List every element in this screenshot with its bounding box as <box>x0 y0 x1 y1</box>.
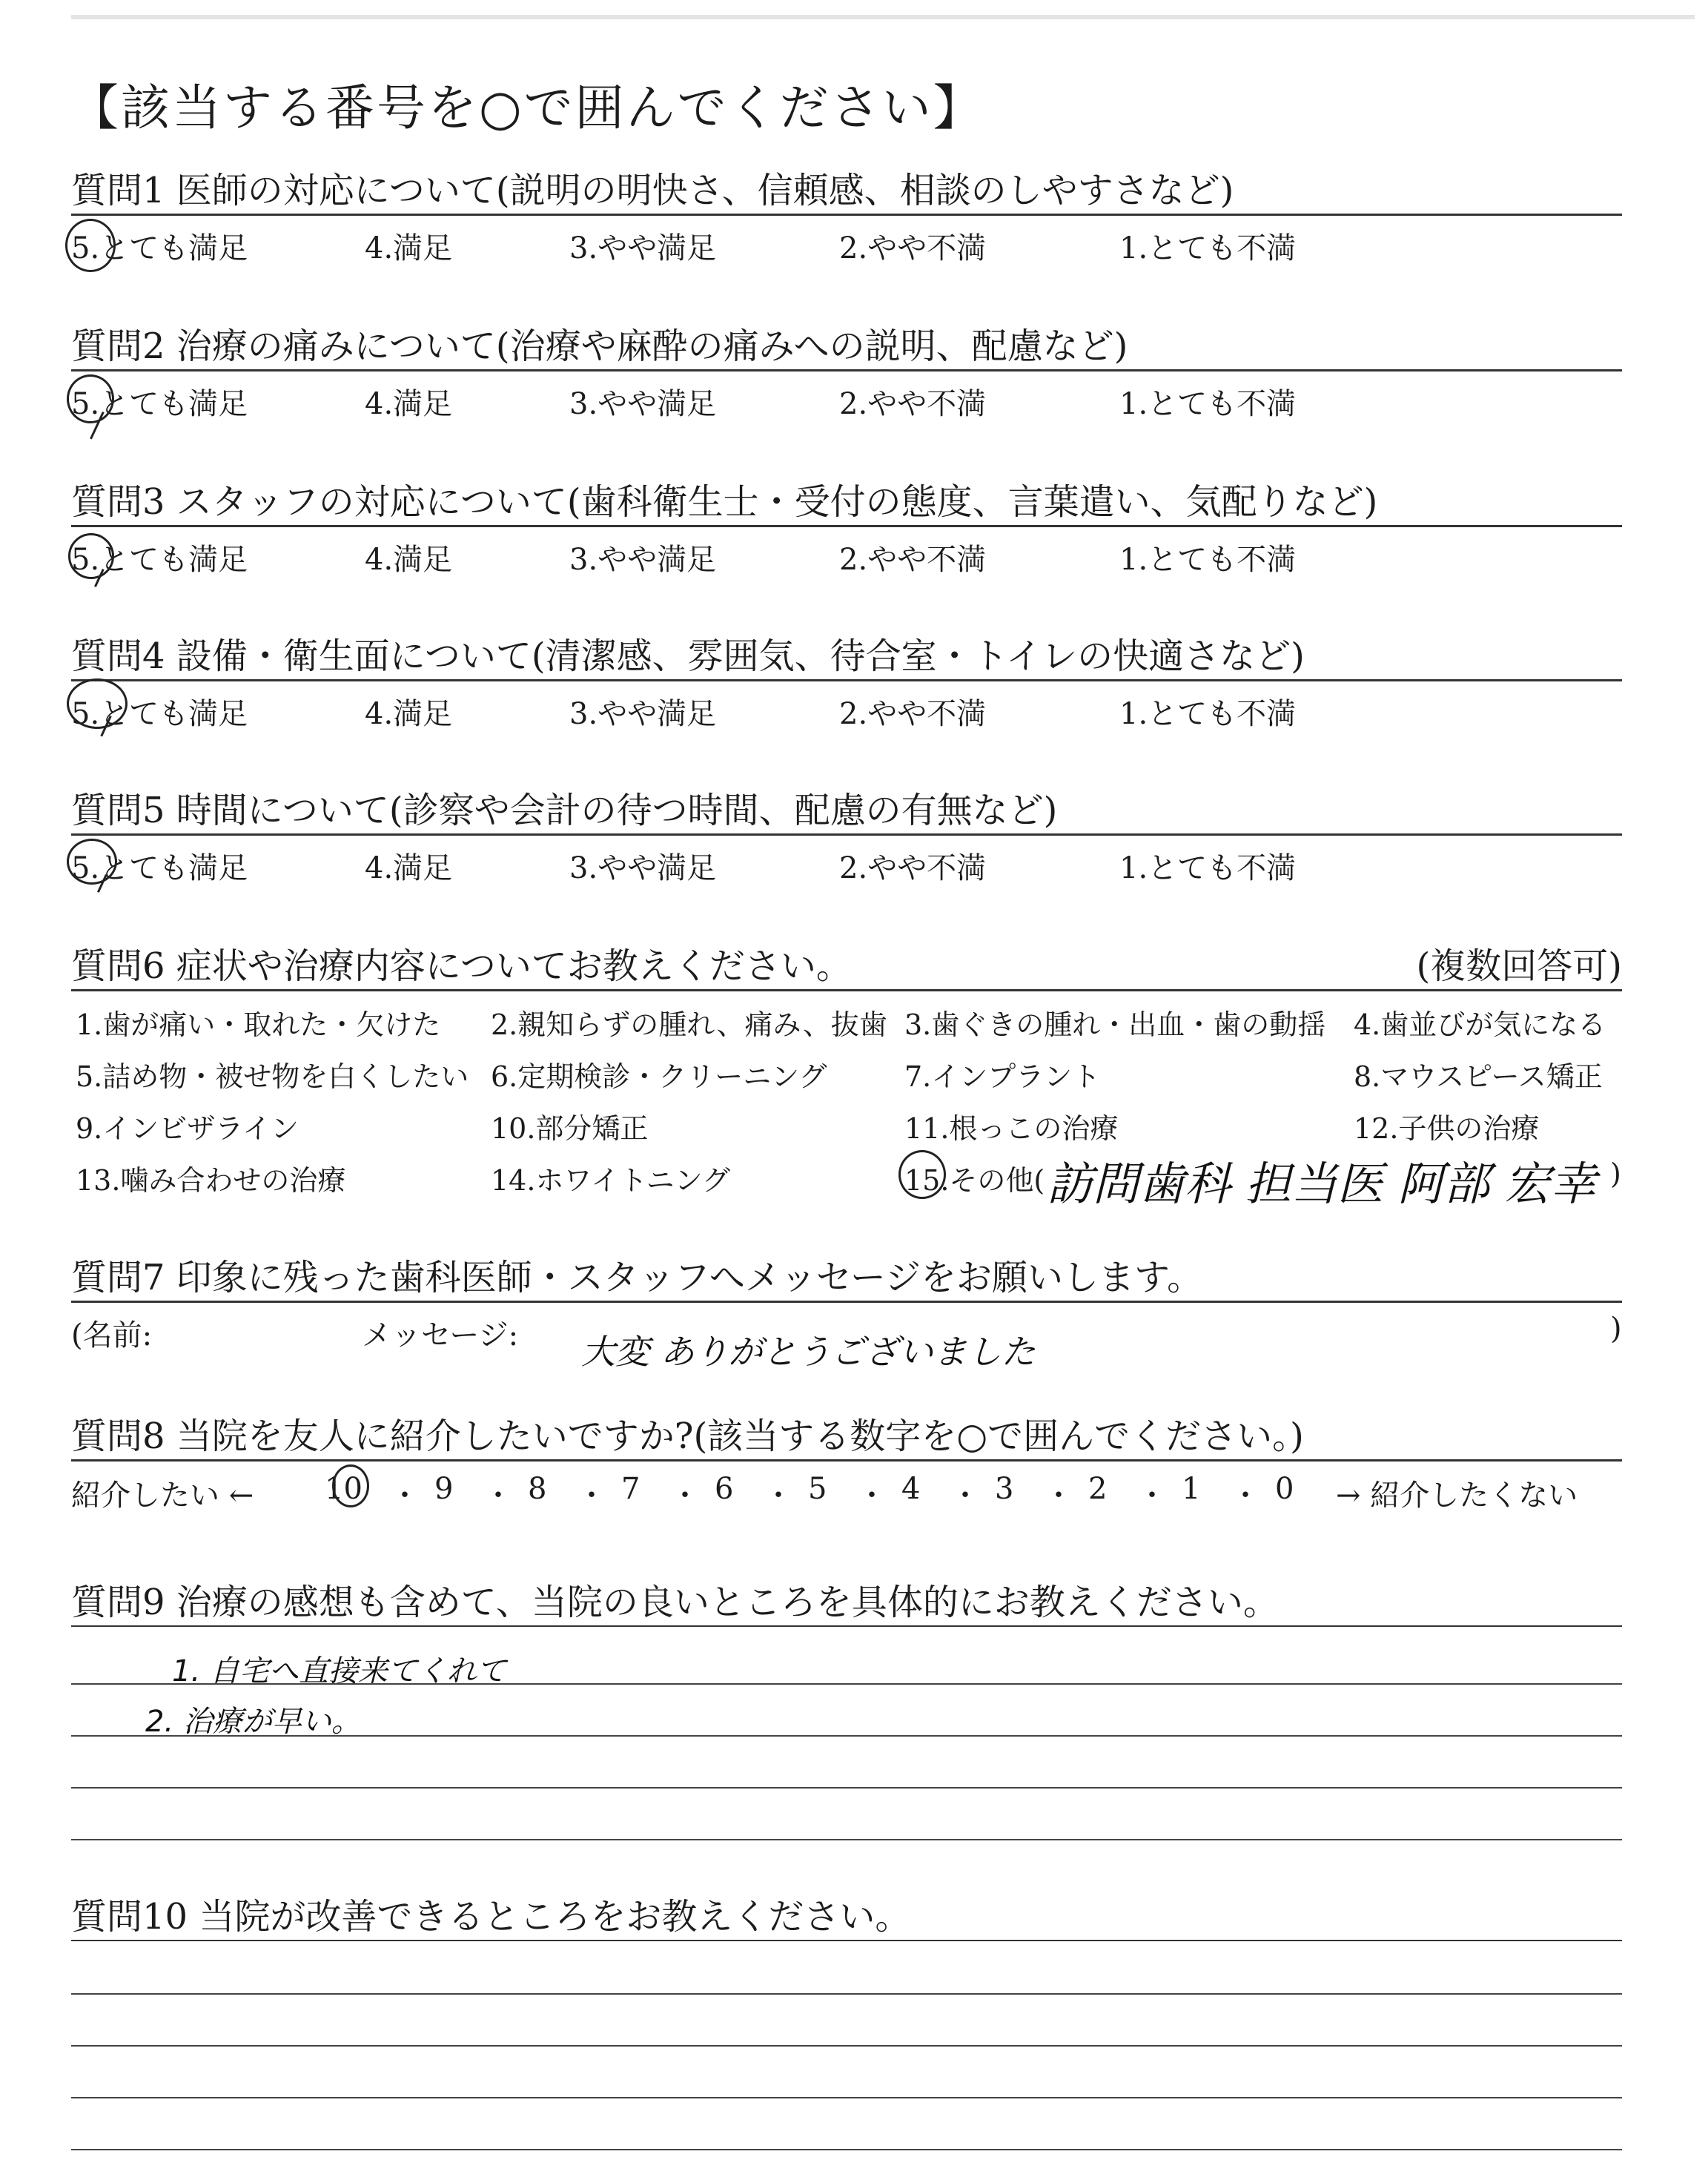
question-6-title: 質問6 症状や治療内容についてお教えください。 <box>71 945 852 987</box>
option-3[interactable]: 3.歯ぐきの腫れ・出血・歯の動揺 <box>904 1008 1326 1041</box>
option-5[interactable]: 5.とても満足 <box>71 851 248 885</box>
writing-line <box>71 2097 1622 2098</box>
score-0[interactable]: 0 <box>1275 1472 1294 1506</box>
score-10[interactable]: 10 <box>325 1472 363 1506</box>
option-15-close-paren: ) <box>1610 1157 1621 1190</box>
question-5-options <box>71 836 1622 888</box>
score-3[interactable]: 3 <box>995 1472 1014 1506</box>
question-7 <box>71 1255 1622 1372</box>
scale-left-label: 紹介したい ← <box>71 1479 254 1513</box>
option-2[interactable]: 2.やや不満 <box>839 387 987 421</box>
dot-separator: ・ <box>483 1479 513 1513</box>
score-1[interactable]: 1 <box>1182 1472 1201 1506</box>
question-6-note: (複数回答可) <box>1416 945 1622 987</box>
score-6[interactable]: 6 <box>715 1472 734 1506</box>
question-6-rule <box>71 989 1622 991</box>
writing-line <box>71 2149 1622 2150</box>
dot-separator: ・ <box>1044 1479 1073 1513</box>
option-4[interactable]: 4.満足 <box>365 851 453 885</box>
page-header: 【該当する番号を○で囲んでください】 <box>70 79 984 136</box>
writing-line <box>71 1735 1622 1737</box>
question-1 <box>71 168 1622 268</box>
option-5[interactable]: 5.とても満足 <box>71 543 248 577</box>
selection-circle <box>67 374 114 423</box>
option-4[interactable]: 4.満足 <box>365 387 453 421</box>
question-7-rule <box>71 1301 1622 1303</box>
score-2[interactable]: 2 <box>1088 1472 1108 1506</box>
option-3[interactable]: 3.やや満足 <box>569 387 717 421</box>
selection-circle <box>67 678 128 729</box>
option-2[interactable]: 2.やや不満 <box>839 543 987 577</box>
option-8[interactable]: 8.マウスピース矯正 <box>1354 1060 1603 1093</box>
answer-line-2: 2. 治療が早い。 <box>145 1705 361 1739</box>
writing-line <box>71 1993 1622 1995</box>
scale-right-label: → 紹介したくない <box>1336 1479 1578 1513</box>
question-4-title: 質問4 設備・衛生面について(清潔感、雰囲気、待合室・トイレの快適さなど) <box>71 635 1305 677</box>
question-7-title: 質問7 印象に残った歯科医師・スタッフへメッセージをお願いします。 <box>71 1257 1203 1298</box>
selection-circle <box>67 839 117 885</box>
dot-separator: ・ <box>857 1479 887 1513</box>
option-2[interactable]: 2.親知らずの腫れ、痛み、抜歯 <box>491 1008 887 1041</box>
option-15[interactable]: 15.その他( <box>904 1164 1045 1197</box>
score-5[interactable]: 5 <box>808 1472 827 1506</box>
option-5[interactable]: 5.とても満足 <box>71 387 248 421</box>
name-label: (名前: <box>71 1318 153 1353</box>
question-10 <box>71 1894 1622 1941</box>
option-4[interactable]: 4.満足 <box>365 697 453 731</box>
question-10-title: 質問10 当院が改善できるところをお教えください。 <box>71 1896 911 1938</box>
question-9-title: 質問9 治療の感想も含めて、当院の良いところを具体的にお教えください。 <box>71 1582 1279 1623</box>
question-2-title: 質問2 治療の痛みについて(治療や麻酔の痛みへの説明、配慮など) <box>71 326 1128 367</box>
option-2[interactable]: 2.やや不満 <box>839 231 987 265</box>
dot-separator: ・ <box>764 1479 793 1513</box>
option-13[interactable]: 13.噛み合わせの治療 <box>76 1164 346 1197</box>
option-1[interactable]: 1.とても不満 <box>1119 231 1297 265</box>
option-1[interactable]: 1.とても不満 <box>1119 697 1297 731</box>
question-10-rule <box>71 1940 1622 1941</box>
score-7[interactable]: 7 <box>621 1472 640 1506</box>
option-14[interactable]: 14.ホワイトニング <box>491 1164 731 1197</box>
option-3[interactable]: 3.やや満足 <box>569 231 717 265</box>
question-1-title: 質問1 医師の対応について(説明の明快さ、信頼感、相談のしやすさなど) <box>71 170 1234 211</box>
question-3 <box>71 479 1622 579</box>
writing-line <box>71 1787 1622 1789</box>
question-4 <box>71 633 1622 733</box>
option-15-other-answer: 訪問歯科 担当医 阿部 宏幸 <box>1047 1157 1597 1211</box>
option-3[interactable]: 3.やや満足 <box>569 697 717 731</box>
option-4[interactable]: 4.満足 <box>365 543 453 577</box>
option-1[interactable]: 1.とても不満 <box>1119 851 1297 885</box>
question-3-options <box>71 527 1622 579</box>
option-2[interactable]: 2.やや不満 <box>839 697 987 731</box>
option-11[interactable]: 11.根っこの治療 <box>904 1112 1119 1145</box>
option-6[interactable]: 6.定期検診・クリーニング <box>491 1060 827 1093</box>
question-3-title: 質問3 スタッフの対応について(歯科衛生士・受付の態度、言葉遣い、気配りなど) <box>71 481 1378 523</box>
writing-line <box>71 1683 1622 1685</box>
option-5[interactable]: 5.とても満足 <box>71 231 248 265</box>
option-2[interactable]: 2.やや不満 <box>839 851 987 885</box>
dot-separator: ・ <box>950 1479 980 1513</box>
question-6-title-row <box>71 943 1622 989</box>
question-8-rule <box>71 1459 1622 1462</box>
question-4-options <box>71 681 1622 733</box>
option-5[interactable]: 5.とても満足 <box>71 697 248 731</box>
selection-circle <box>898 1150 946 1199</box>
option-10[interactable]: 10.部分矯正 <box>491 1112 649 1145</box>
writing-line <box>71 1839 1622 1840</box>
option-4[interactable]: 4.歯並びが気になる <box>1354 1008 1606 1041</box>
question-8-title: 質問8 当院を友人に紹介したいですか?(該当する数字を○で囲んでください。) <box>71 1416 1304 1457</box>
option-1[interactable]: 1.とても不満 <box>1119 387 1297 421</box>
message-close-paren: ) <box>1610 1312 1622 1346</box>
option-12[interactable]: 12.子供の治療 <box>1354 1112 1540 1145</box>
dot-separator: ・ <box>1137 1479 1167 1513</box>
message-answer: 大変 ありがとうございました <box>581 1332 1036 1372</box>
question-9 <box>71 1579 1622 1627</box>
writing-line <box>71 2045 1622 2047</box>
option-9[interactable]: 9.インビザライン <box>76 1112 299 1145</box>
dot-separator: ・ <box>1231 1479 1260 1513</box>
option-3[interactable]: 3.やや満足 <box>569 851 717 885</box>
score-4[interactable]: 4 <box>901 1472 921 1506</box>
scan-top-edge <box>71 15 1695 19</box>
question-6 <box>71 943 1622 1211</box>
option-1[interactable]: 1.とても不満 <box>1119 543 1297 577</box>
option-4[interactable]: 4.満足 <box>365 231 453 265</box>
selection-circle <box>332 1464 369 1507</box>
question-2 <box>71 323 1622 423</box>
question-2-options <box>71 371 1622 423</box>
question-1-options <box>71 216 1622 268</box>
selection-circle <box>65 219 116 272</box>
question-9-rule <box>71 1625 1622 1627</box>
option-5[interactable]: 5.詰め物・被せ物を白くしたい <box>76 1060 469 1093</box>
option-7[interactable]: 7.インプラント <box>904 1060 1101 1093</box>
message-label: メッセージ: <box>362 1318 519 1353</box>
question-5 <box>71 787 1622 888</box>
score-9[interactable]: 9 <box>434 1472 454 1506</box>
option-3[interactable]: 3.やや満足 <box>569 543 717 577</box>
question-5-title: 質問5 時間について(診察や会計の待つ時間、配慮の有無など) <box>71 790 1058 831</box>
selection-circle <box>68 533 114 579</box>
dot-separator: ・ <box>577 1479 606 1513</box>
answer-line-1: 1. 自宅へ直接来てくれて <box>172 1654 506 1688</box>
question-8 <box>71 1413 1622 1513</box>
dot-separator: ・ <box>390 1479 420 1513</box>
dot-separator: ・ <box>670 1479 700 1513</box>
option-1[interactable]: 1.歯が痛い・取れた・欠けた <box>76 1008 441 1041</box>
score-8[interactable]: 8 <box>528 1472 547 1506</box>
